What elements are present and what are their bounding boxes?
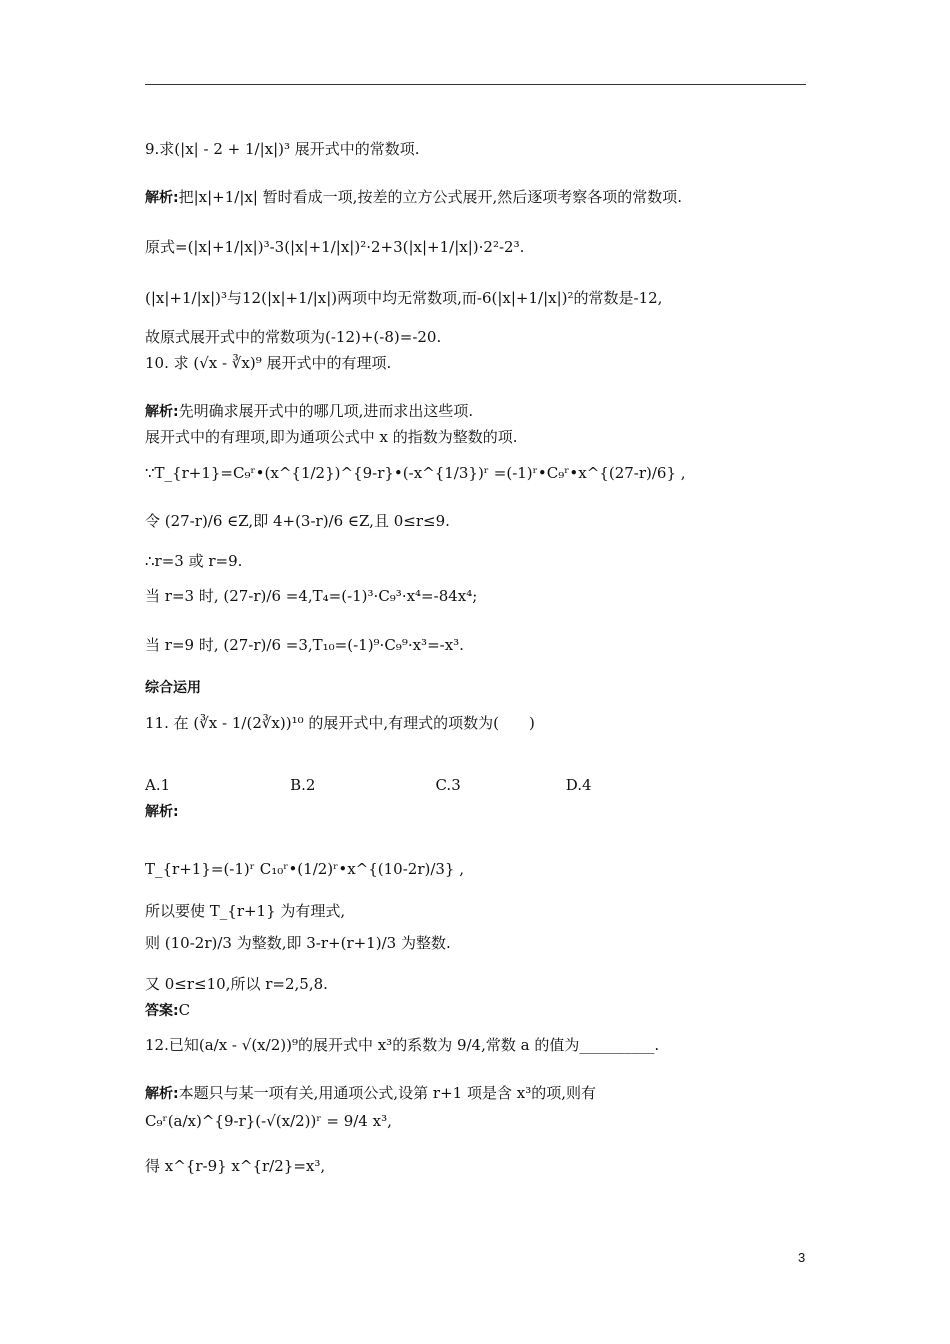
text-line <box>145 1110 392 1132</box>
line-text: 令 (27-r)/6 ∈Z,即 4+(3-r)/6 ∈Z,且 0≤r≤9. <box>145 512 450 530</box>
text-line <box>145 585 477 607</box>
text-line <box>145 973 328 995</box>
text-line <box>145 774 592 796</box>
section-heading: 综合运用 <box>145 680 201 696</box>
line-text: 把|x|+1/|x| 暂时看成一项,按差的立方公式展开,然后逐项考察各项的常数项. <box>178 188 682 206</box>
text-line <box>145 462 686 484</box>
text-line <box>145 510 450 532</box>
text-line <box>145 287 662 309</box>
text-line <box>145 634 464 656</box>
line-text: 得 x^{r-9} x^{r/2}=x³, <box>145 1157 326 1175</box>
line-text: 则 (10-2r)/3 为整数,即 3-r+(r+1)/3 为整数. <box>145 934 451 952</box>
line-text: 所以要使 T_{r+1} 为有理式, <box>145 902 346 920</box>
bold-label: 答案: <box>145 1003 179 1019</box>
text-line <box>145 426 518 448</box>
text-line <box>145 800 179 823</box>
line-text: C <box>178 1001 191 1019</box>
line-text: 本题只与某一项有关,用通项公式,设第 r+1 项是含 x³的项,则有 <box>178 1084 596 1102</box>
text-line <box>145 186 682 209</box>
text-line <box>145 999 190 1022</box>
line-text: A.1 B.2 C.3 D.4 <box>145 776 592 794</box>
text-line <box>145 400 473 423</box>
line-text: 展开式中的有理项,即为通项公式中 x 的指数为整数的项. <box>145 428 518 446</box>
text-line <box>145 326 441 348</box>
text-line <box>145 900 345 922</box>
line-text: 又 0≤r≤10,所以 r=2,5,8. <box>145 975 328 993</box>
line-text: 原式=(|x|+1/|x|)³-3(|x|+1/|x|)²·2+3(|x|+1/|x|)·2²-2³. <box>145 238 525 256</box>
line-text: T_{r+1}=(-1)ʳ C₁₀ʳ•(1/2)ʳ•x^{(10-2r)/3} , <box>145 860 465 878</box>
text-line <box>145 1155 325 1177</box>
text-line <box>145 858 464 880</box>
line-text: (|x|+1/|x|)³与12(|x|+1/|x|)两项中均无常数项,而-6(|x|+1/|x|)²的常数是-12, <box>145 289 663 307</box>
page-number: 3 <box>798 1250 806 1265</box>
text-line <box>145 932 451 954</box>
line-text: 11. 在 (∛x - 1/(2∛x))¹⁰ 的展开式中,有理式的项数为( ) <box>145 714 535 732</box>
line-text: 9.求(|x| - 2 + 1/|x|)³ 展开式中的常数项. <box>145 140 420 158</box>
line-text: 当 r=3 时, (27-r)/6 =4,T₄=(-1)³·C₉³·x⁴=-84x⁴; <box>145 587 478 605</box>
text-line <box>145 712 535 734</box>
bold-label: 解析: <box>145 404 179 420</box>
text-line <box>145 1034 659 1056</box>
line-text: 10. 求 (√x - ∛x)⁹ 展开式中的有理项. <box>145 354 392 372</box>
bold-label: 解析: <box>145 1086 179 1102</box>
bold-label: 解析: <box>145 804 179 820</box>
line-text: 故原式展开式中的常数项为(-12)+(-8)=-20. <box>145 328 442 346</box>
bold-label: 解析: <box>145 190 179 206</box>
line-text: C₉ʳ(a/x)^{9-r}(-√(x/2))ʳ = 9/4 x³, <box>145 1112 392 1130</box>
text-line <box>145 676 201 699</box>
line-text: ∴r=3 或 r=9. <box>145 552 243 570</box>
text-line <box>145 352 391 374</box>
text-line <box>145 138 420 160</box>
line-text: 先明确求展开式中的哪几项,进而求出这些项. <box>178 402 474 420</box>
text-line <box>145 1082 596 1105</box>
header-rule <box>145 84 806 85</box>
text-line <box>145 550 242 572</box>
text-line <box>145 236 524 258</box>
line-text: 当 r=9 时, (27-r)/6 =3,T₁₀=(-1)⁹·C₉⁹·x³=-x³. <box>145 636 464 654</box>
line-text: 12.已知(a/x - √(x/2))⁹的展开式中 x³的系数为 9/4,常数 a 的值为__________. <box>145 1036 660 1054</box>
line-text: ∵T_{r+1}=C₉ʳ•(x^{1/2})^{9-r}•(-x^{1/3})ʳ =(-1)ʳ•C₉ʳ•x^{(27-r)/6} , <box>145 464 686 482</box>
